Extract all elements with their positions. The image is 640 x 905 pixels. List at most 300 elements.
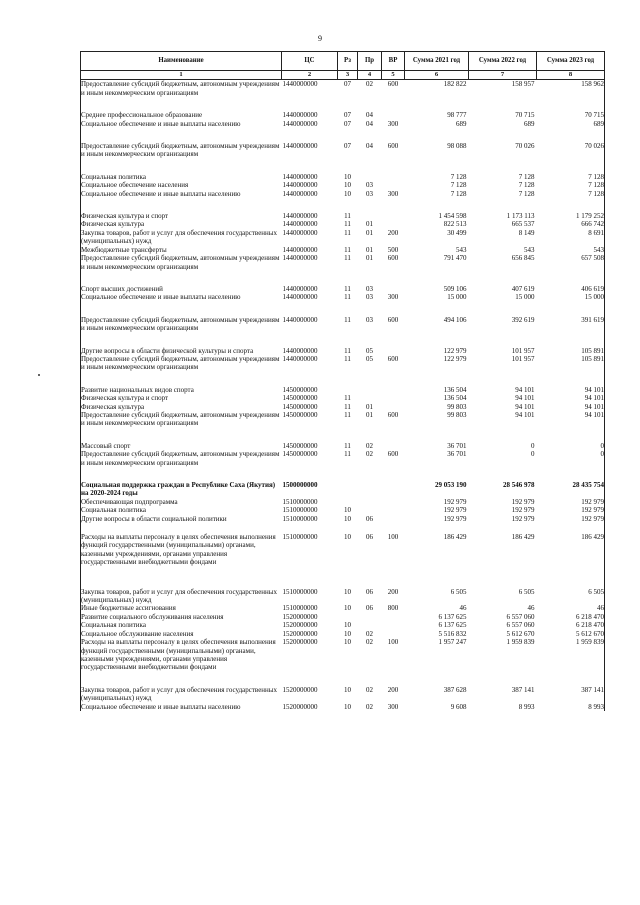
row-rz <box>338 498 358 506</box>
row-sum-2021: 98 088 <box>447 142 467 151</box>
row-cs: 1520000000 <box>282 621 318 630</box>
row-pr: 06 <box>366 514 373 523</box>
row-vr: 200 <box>387 587 399 596</box>
row-sum-2022: 689 <box>524 119 535 128</box>
row-sum-2022: 101 957 <box>511 354 535 363</box>
row-sum-2021: 36 701 <box>447 450 467 459</box>
row-sum-2021: 182 822 <box>443 80 467 89</box>
row-sum-2021: 822 513 <box>443 220 467 229</box>
row-cs: 1510000000 <box>282 514 318 523</box>
table-row <box>81 621 605 629</box>
row-sum-2022: 28 546 978 <box>503 481 535 489</box>
row-rz: 11 <box>344 346 351 355</box>
row-sum-2023: 387 141 <box>537 686 605 703</box>
row-sum-2023: 192 979 <box>537 515 605 523</box>
row-sum-2022: 6 557 060 <box>506 612 535 621</box>
table-row <box>81 442 605 450</box>
row-sum-2023: 94 101 <box>537 411 605 428</box>
row-name: Предоставление субсидий бюджетным, автономным учреждениям и иным некоммерческим организациям <box>81 411 282 428</box>
row-name: Социальная политика <box>81 621 282 629</box>
row-vr: 200 <box>387 685 399 694</box>
column-number: 1 <box>81 71 282 80</box>
header-rz: Рз <box>338 52 358 71</box>
row-name: Другие вопросы в области физической культуры и спорта <box>81 347 282 355</box>
row-rz: 10 <box>344 506 351 515</box>
row-pr: 03 <box>366 181 373 190</box>
row-sum-2023: 543 <box>537 246 605 254</box>
row-sum-2023: 657 508 <box>537 254 605 271</box>
row-vr <box>382 285 405 293</box>
row-pr: 01 <box>366 220 373 229</box>
row-cs: 1520000000 <box>282 629 318 638</box>
row-vr <box>382 403 405 411</box>
row-spacer-cell <box>81 428 605 442</box>
row-name: Физическая культура и спорт <box>81 394 282 402</box>
row-sum-2023: 105 891 <box>537 355 605 372</box>
row-sum-2022: 101 957 <box>511 346 535 355</box>
row-sum-2022: 665 537 <box>511 220 535 229</box>
row-rz: 11 <box>344 354 351 363</box>
row-rz: 11 <box>344 394 351 403</box>
row-pr <box>358 212 382 220</box>
row-sum-2021: 15 000 <box>447 293 467 302</box>
header-cs: ЦС <box>282 52 338 71</box>
row-spacer-cell <box>81 523 605 533</box>
table-row <box>81 347 605 355</box>
row-name: Предоставление субсидий бюджетным, автономным учреждениям и иным некоммерческим организациям <box>81 316 282 333</box>
row-sum-2021: 99 803 <box>447 402 467 411</box>
row-sum-2023: 70 026 <box>537 142 605 159</box>
row-pr: 01 <box>366 245 373 254</box>
row-spacer-cell <box>81 372 605 386</box>
row-rz: 10 <box>344 587 351 596</box>
row-name: Обеспечивающая подпрограмма <box>81 498 282 506</box>
row-sum-2021: 7 128 <box>450 181 467 190</box>
row-cs: 1440000000 <box>282 172 318 181</box>
row-sum-2021: 98 777 <box>447 111 467 120</box>
row-pr: 03 <box>366 284 373 293</box>
row-vr <box>382 442 405 450</box>
row-pr: 02 <box>366 685 373 694</box>
table-row <box>81 411 605 428</box>
row-rz: 10 <box>344 181 351 190</box>
row-sum-2023: 46 <box>537 604 605 612</box>
row-cs: 1450000000 <box>282 410 318 419</box>
table-row <box>81 181 605 189</box>
row-sum-2021: 7 128 <box>450 172 467 181</box>
row-pr: 06 <box>366 587 373 596</box>
row-name: Социальное обеспечение и иные выплаты населению <box>81 703 282 711</box>
table-row <box>81 588 605 605</box>
row-pr <box>358 481 382 498</box>
row-cs: 1440000000 <box>282 80 318 89</box>
row-vr: 600 <box>387 354 399 363</box>
table-row <box>81 111 605 119</box>
row-rz: 10 <box>344 514 351 523</box>
row-name: Другие вопросы в области социальной политики <box>81 515 282 523</box>
table-row <box>81 450 605 467</box>
row-name: Развитие социального обслуживания населения <box>81 613 282 621</box>
row-vr <box>382 481 405 498</box>
row-vr: 600 <box>387 450 399 459</box>
row-sum-2022: 0 <box>531 450 535 459</box>
row-sum-2023: 94 101 <box>537 386 605 394</box>
row-sum-2021: 192 979 <box>443 497 467 506</box>
row-name: Физическая культура <box>81 220 282 228</box>
row-name: Социальное обеспечение и иные выплаты населению <box>81 190 282 198</box>
row-sum-2021: 186 429 <box>443 533 467 542</box>
row-sum-2023: 15 000 <box>537 293 605 301</box>
row-sum-2021: 1 454 598 <box>438 212 467 221</box>
column-number: 8 <box>537 71 605 80</box>
row-spacer-cell <box>81 467 605 481</box>
row-rz: 07 <box>344 111 351 120</box>
row-cs: 1440000000 <box>282 346 318 355</box>
row-pr: 02 <box>366 80 373 89</box>
row-sum-2021: 1 957 247 <box>438 638 467 647</box>
row-name: Социальная политика <box>81 173 282 181</box>
row-sum-2023: 689 <box>537 120 605 128</box>
row-sum-2021: 192 979 <box>443 514 467 523</box>
table-row <box>81 703 605 711</box>
column-number: 6 <box>405 71 469 80</box>
row-sum-2023: 1 179 252 <box>537 212 605 220</box>
row-spacer <box>81 333 605 347</box>
row-name: Закупка товаров, работ и услуг для обеспечения государственных (муниципальных) нужд <box>81 686 282 703</box>
row-name: Предоставление субсидий бюджетным, автономным учреждениям и иным некоммерческим организациям <box>81 142 282 159</box>
row-vr <box>382 220 405 228</box>
table-row <box>81 285 605 293</box>
table-row <box>81 515 605 523</box>
row-cs: 1520000000 <box>282 685 318 694</box>
row-name: Предоставление субсидий бюджетным, автономным учреждениям и иным некоммерческим организациям <box>81 254 282 271</box>
row-cs: 1450000000 <box>282 450 318 459</box>
row-sum-2023: 0 <box>537 450 605 467</box>
header-pr: Пр <box>358 52 382 71</box>
row-cs: 1440000000 <box>282 315 318 324</box>
row-pr <box>358 394 382 402</box>
row-sum-2022: 656 845 <box>511 254 535 263</box>
row-name: Межбюджетные трансферты <box>81 246 282 254</box>
row-sum-2022: 7 128 <box>518 181 535 190</box>
row-pr: 03 <box>366 189 373 198</box>
row-sum-2021: 136 504 <box>443 385 467 394</box>
row-pr <box>358 173 382 181</box>
row-pr: 01 <box>366 410 373 419</box>
row-sum-2023: 105 891 <box>537 347 605 355</box>
row-name: Среднее профессиональное образование <box>81 111 282 119</box>
row-sum-2021: 136 504 <box>443 394 467 403</box>
row-cs: 1520000000 <box>282 702 318 711</box>
row-sum-2023: 192 979 <box>537 506 605 514</box>
row-cs: 1440000000 <box>282 354 318 363</box>
row-name: Предоставление субсидий бюджетным, автономным учреждениям и иным некоммерческим организациям <box>81 355 282 372</box>
row-pr <box>358 498 382 506</box>
row-vr: 100 <box>387 638 399 647</box>
row-sum-2023: 666 742 <box>537 220 605 228</box>
row-vr <box>382 498 405 506</box>
table-row <box>81 613 605 621</box>
column-number: 7 <box>469 71 537 80</box>
row-cs: 1440000000 <box>282 245 318 254</box>
row-sum-2022: 392 619 <box>511 315 535 324</box>
row-name: Физическая культура <box>81 403 282 411</box>
row-sum-2021: 46 <box>459 604 467 613</box>
header-sum-2021: Сумма 2021 год <box>405 52 469 71</box>
row-vr: 600 <box>387 315 399 324</box>
row-sum-2022: 8 993 <box>518 702 535 711</box>
row-rz: 11 <box>344 441 351 450</box>
row-pr: 06 <box>366 604 373 613</box>
row-rz: 11 <box>344 410 351 419</box>
row-sum-2022: 543 <box>524 245 535 254</box>
table-row <box>81 246 605 254</box>
table-row <box>81 254 605 271</box>
row-cs: 1520000000 <box>282 612 318 621</box>
row-sum-2023: 6 505 <box>537 588 605 605</box>
row-sum-2023: 158 962 <box>537 80 605 97</box>
row-pr: 05 <box>366 354 373 363</box>
row-cs: 1450000000 <box>282 385 318 394</box>
row-vr: 300 <box>387 702 399 711</box>
row-pr <box>358 621 382 629</box>
row-vr <box>382 347 405 355</box>
row-sum-2023: 1 959 839 <box>537 638 605 672</box>
table-row <box>81 604 605 612</box>
row-cs: 1450000000 <box>282 441 318 450</box>
table-row <box>81 142 605 159</box>
header-vr: ВР <box>382 52 405 71</box>
row-pr: 02 <box>366 441 373 450</box>
row-name: Социальное обеспечение населения <box>81 181 282 189</box>
row-sum-2022: 7 128 <box>518 189 535 198</box>
row-sum-2021: 543 <box>456 245 467 254</box>
row-sum-2021: 122 979 <box>443 354 467 363</box>
row-name: Иные бюджетные ассигнования <box>81 604 282 612</box>
row-spacer <box>81 428 605 442</box>
row-pr: 02 <box>366 450 373 459</box>
row-sum-2021: 387 628 <box>443 685 467 694</box>
table-row <box>81 686 605 703</box>
row-sum-2021: 30 499 <box>447 228 467 237</box>
row-sum-2021: 7 128 <box>450 189 467 198</box>
row-sum-2022: 186 429 <box>511 533 535 542</box>
row-name: Расходы на выплаты персоналу в целях обеспечения выполнения функций государственными (муниципальными) органами, казенными учреждениями, органами управления государственными внебюджетными фондами <box>81 533 282 567</box>
row-pr: 04 <box>366 142 373 151</box>
row-rz: 11 <box>344 245 351 254</box>
row-rz: 11 <box>344 315 351 324</box>
table-row <box>81 506 605 514</box>
table-row <box>81 638 605 672</box>
row-sum-2023: 0 <box>537 442 605 450</box>
row-rz <box>338 613 358 621</box>
row-vr <box>382 394 405 402</box>
table-row <box>81 403 605 411</box>
row-sum-2022: 192 979 <box>511 497 535 506</box>
row-rz: 10 <box>344 638 351 647</box>
row-vr <box>382 181 405 189</box>
row-rz: 07 <box>344 119 351 128</box>
row-vr: 300 <box>387 189 399 198</box>
row-rz: 10 <box>344 172 351 181</box>
row-sum-2021: 192 979 <box>443 506 467 515</box>
table-row <box>81 394 605 402</box>
row-pr <box>358 613 382 621</box>
row-spacer <box>81 523 605 533</box>
scan-dot <box>38 374 40 376</box>
row-sum-2021: 6 137 625 <box>438 612 467 621</box>
row-sum-2023: 6 218 470 <box>537 613 605 621</box>
table-row <box>81 190 605 198</box>
row-sum-2022: 5 612 670 <box>506 629 535 638</box>
row-vr <box>382 630 405 638</box>
row-vr <box>382 613 405 621</box>
row-pr <box>358 506 382 514</box>
row-rz: 11 <box>344 220 351 229</box>
row-spacer-cell <box>81 97 605 111</box>
row-vr <box>382 386 405 394</box>
row-sum-2021: 509 106 <box>443 284 467 293</box>
row-rz: 10 <box>344 621 351 630</box>
row-vr: 200 <box>387 228 399 237</box>
table-row <box>81 120 605 128</box>
row-spacer <box>81 467 605 481</box>
row-sum-2023: 94 101 <box>537 403 605 411</box>
budget-table <box>80 51 605 711</box>
row-cs: 1500000000 <box>282 481 318 489</box>
row-sum-2022: 94 101 <box>515 385 535 394</box>
row-pr: 03 <box>366 315 373 324</box>
row-sum-2023: 192 979 <box>537 498 605 506</box>
row-sum-2022: 6 505 <box>518 587 535 596</box>
row-sum-2022: 46 <box>527 604 535 613</box>
row-spacer-cell <box>81 672 605 686</box>
row-cs: 1440000000 <box>282 284 318 293</box>
table-row <box>81 293 605 301</box>
row-sum-2022: 407 619 <box>511 284 535 293</box>
row-vr: 600 <box>387 142 399 151</box>
row-name: Расходы на выплаты персоналу в целях обеспечения выполнения функций государственными (муниципальными) органами, казенными учреждениями, органами управления государственными внебюджетными фондами <box>81 638 282 672</box>
row-sum-2022: 1 173 113 <box>506 212 535 221</box>
row-cs: 1450000000 <box>282 402 318 411</box>
row-rz: 10 <box>344 604 351 613</box>
row-name: Социальное обеспечение и иные выплаты населению <box>81 120 282 128</box>
row-rz: 10 <box>344 685 351 694</box>
row-name: Социальная поддержка граждан в Республике Саха (Якутия) на 2020-2024 годы <box>81 481 282 498</box>
row-sum-2023: 406 619 <box>537 285 605 293</box>
table-row <box>81 481 605 498</box>
row-rz: 10 <box>344 189 351 198</box>
row-rz: 07 <box>344 142 351 151</box>
row-spacer <box>81 159 605 173</box>
row-spacer <box>81 567 605 588</box>
row-cs: 1440000000 <box>282 111 318 120</box>
row-vr: 300 <box>387 293 399 302</box>
table-row <box>81 355 605 372</box>
row-sum-2022: 94 101 <box>515 402 535 411</box>
page-number: 9 <box>318 34 322 43</box>
table-row <box>81 316 605 333</box>
row-sum-2022: 70 026 <box>515 142 535 151</box>
row-rz: 11 <box>344 284 351 293</box>
row-rz: 11 <box>344 293 351 302</box>
row-pr: 02 <box>366 702 373 711</box>
header-name: Наименование <box>81 52 282 71</box>
table-row <box>81 386 605 394</box>
column-number: 5 <box>382 71 405 80</box>
row-spacer-cell <box>81 159 605 173</box>
row-cs: 1440000000 <box>282 293 318 302</box>
row-rz <box>338 386 358 394</box>
row-rz <box>338 481 358 498</box>
row-name: Предоставление субсидий бюджетным, автономным учреждениям и иным некоммерческим организациям <box>81 450 282 467</box>
row-sum-2021: 5 516 832 <box>438 629 467 638</box>
row-pr: 01 <box>366 228 373 237</box>
row-vr: 500 <box>387 245 399 254</box>
row-vr: 600 <box>387 410 399 419</box>
row-cs: 1440000000 <box>282 228 318 237</box>
row-sum-2021: 494 106 <box>443 315 467 324</box>
row-cs: 1510000000 <box>282 506 318 515</box>
row-sum-2021: 122 979 <box>443 346 467 355</box>
row-sum-2022: 192 979 <box>511 514 535 523</box>
row-spacer <box>81 128 605 142</box>
row-vr <box>382 173 405 181</box>
row-sum-2023: 186 429 <box>537 533 605 567</box>
column-number: 2 <box>282 71 338 80</box>
row-sum-2023: 7 128 <box>537 181 605 189</box>
row-sum-2023: 5 612 670 <box>537 630 605 638</box>
row-cs: 1440000000 <box>282 212 318 221</box>
row-pr: 05 <box>366 346 373 355</box>
row-spacer <box>81 302 605 316</box>
row-sum-2022: 1 959 839 <box>506 638 535 647</box>
table-row <box>81 220 605 228</box>
row-rz: 10 <box>344 702 351 711</box>
row-sum-2023: 391 619 <box>537 316 605 333</box>
header-sum-2022: Сумма 2022 год <box>469 52 537 71</box>
row-sum-2023: 7 128 <box>537 173 605 181</box>
row-name: Массовый спорт <box>81 442 282 450</box>
row-sum-2021: 99 803 <box>447 410 467 419</box>
row-name: Закупка товаров, работ и услуг для обеспечения государственных (муниципальных) нужд <box>81 588 282 605</box>
row-sum-2023: 7 128 <box>537 190 605 198</box>
row-sum-2022: 0 <box>531 441 535 450</box>
row-sum-2022: 70 715 <box>515 111 535 120</box>
row-vr <box>382 111 405 119</box>
row-rz: 11 <box>344 212 351 221</box>
row-sum-2022: 94 101 <box>515 410 535 419</box>
row-sum-2022: 387 141 <box>511 685 535 694</box>
row-cs: 1510000000 <box>282 533 318 542</box>
row-rz: 11 <box>344 254 351 263</box>
row-name: Закупка товаров, работ и услуг для обеспечения государственных (муниципальных) нужд <box>81 229 282 246</box>
row-sum-2022: 6 557 060 <box>506 621 535 630</box>
row-cs: 1440000000 <box>282 181 318 190</box>
row-sum-2021: 689 <box>456 119 467 128</box>
row-cs: 1440000000 <box>282 254 318 263</box>
row-name: Предоставление субсидий бюджетным, автономным учреждениям и иным некоммерческим организациям <box>81 80 282 97</box>
row-spacer-cell <box>81 271 605 285</box>
row-spacer-cell <box>81 567 605 588</box>
row-pr: 04 <box>366 119 373 128</box>
row-sum-2021: 29 053 190 <box>435 481 467 489</box>
row-sum-2022: 7 128 <box>518 172 535 181</box>
row-pr: 02 <box>366 629 373 638</box>
table-row <box>81 229 605 246</box>
row-spacer <box>81 672 605 686</box>
row-cs: 1510000000 <box>282 497 318 506</box>
